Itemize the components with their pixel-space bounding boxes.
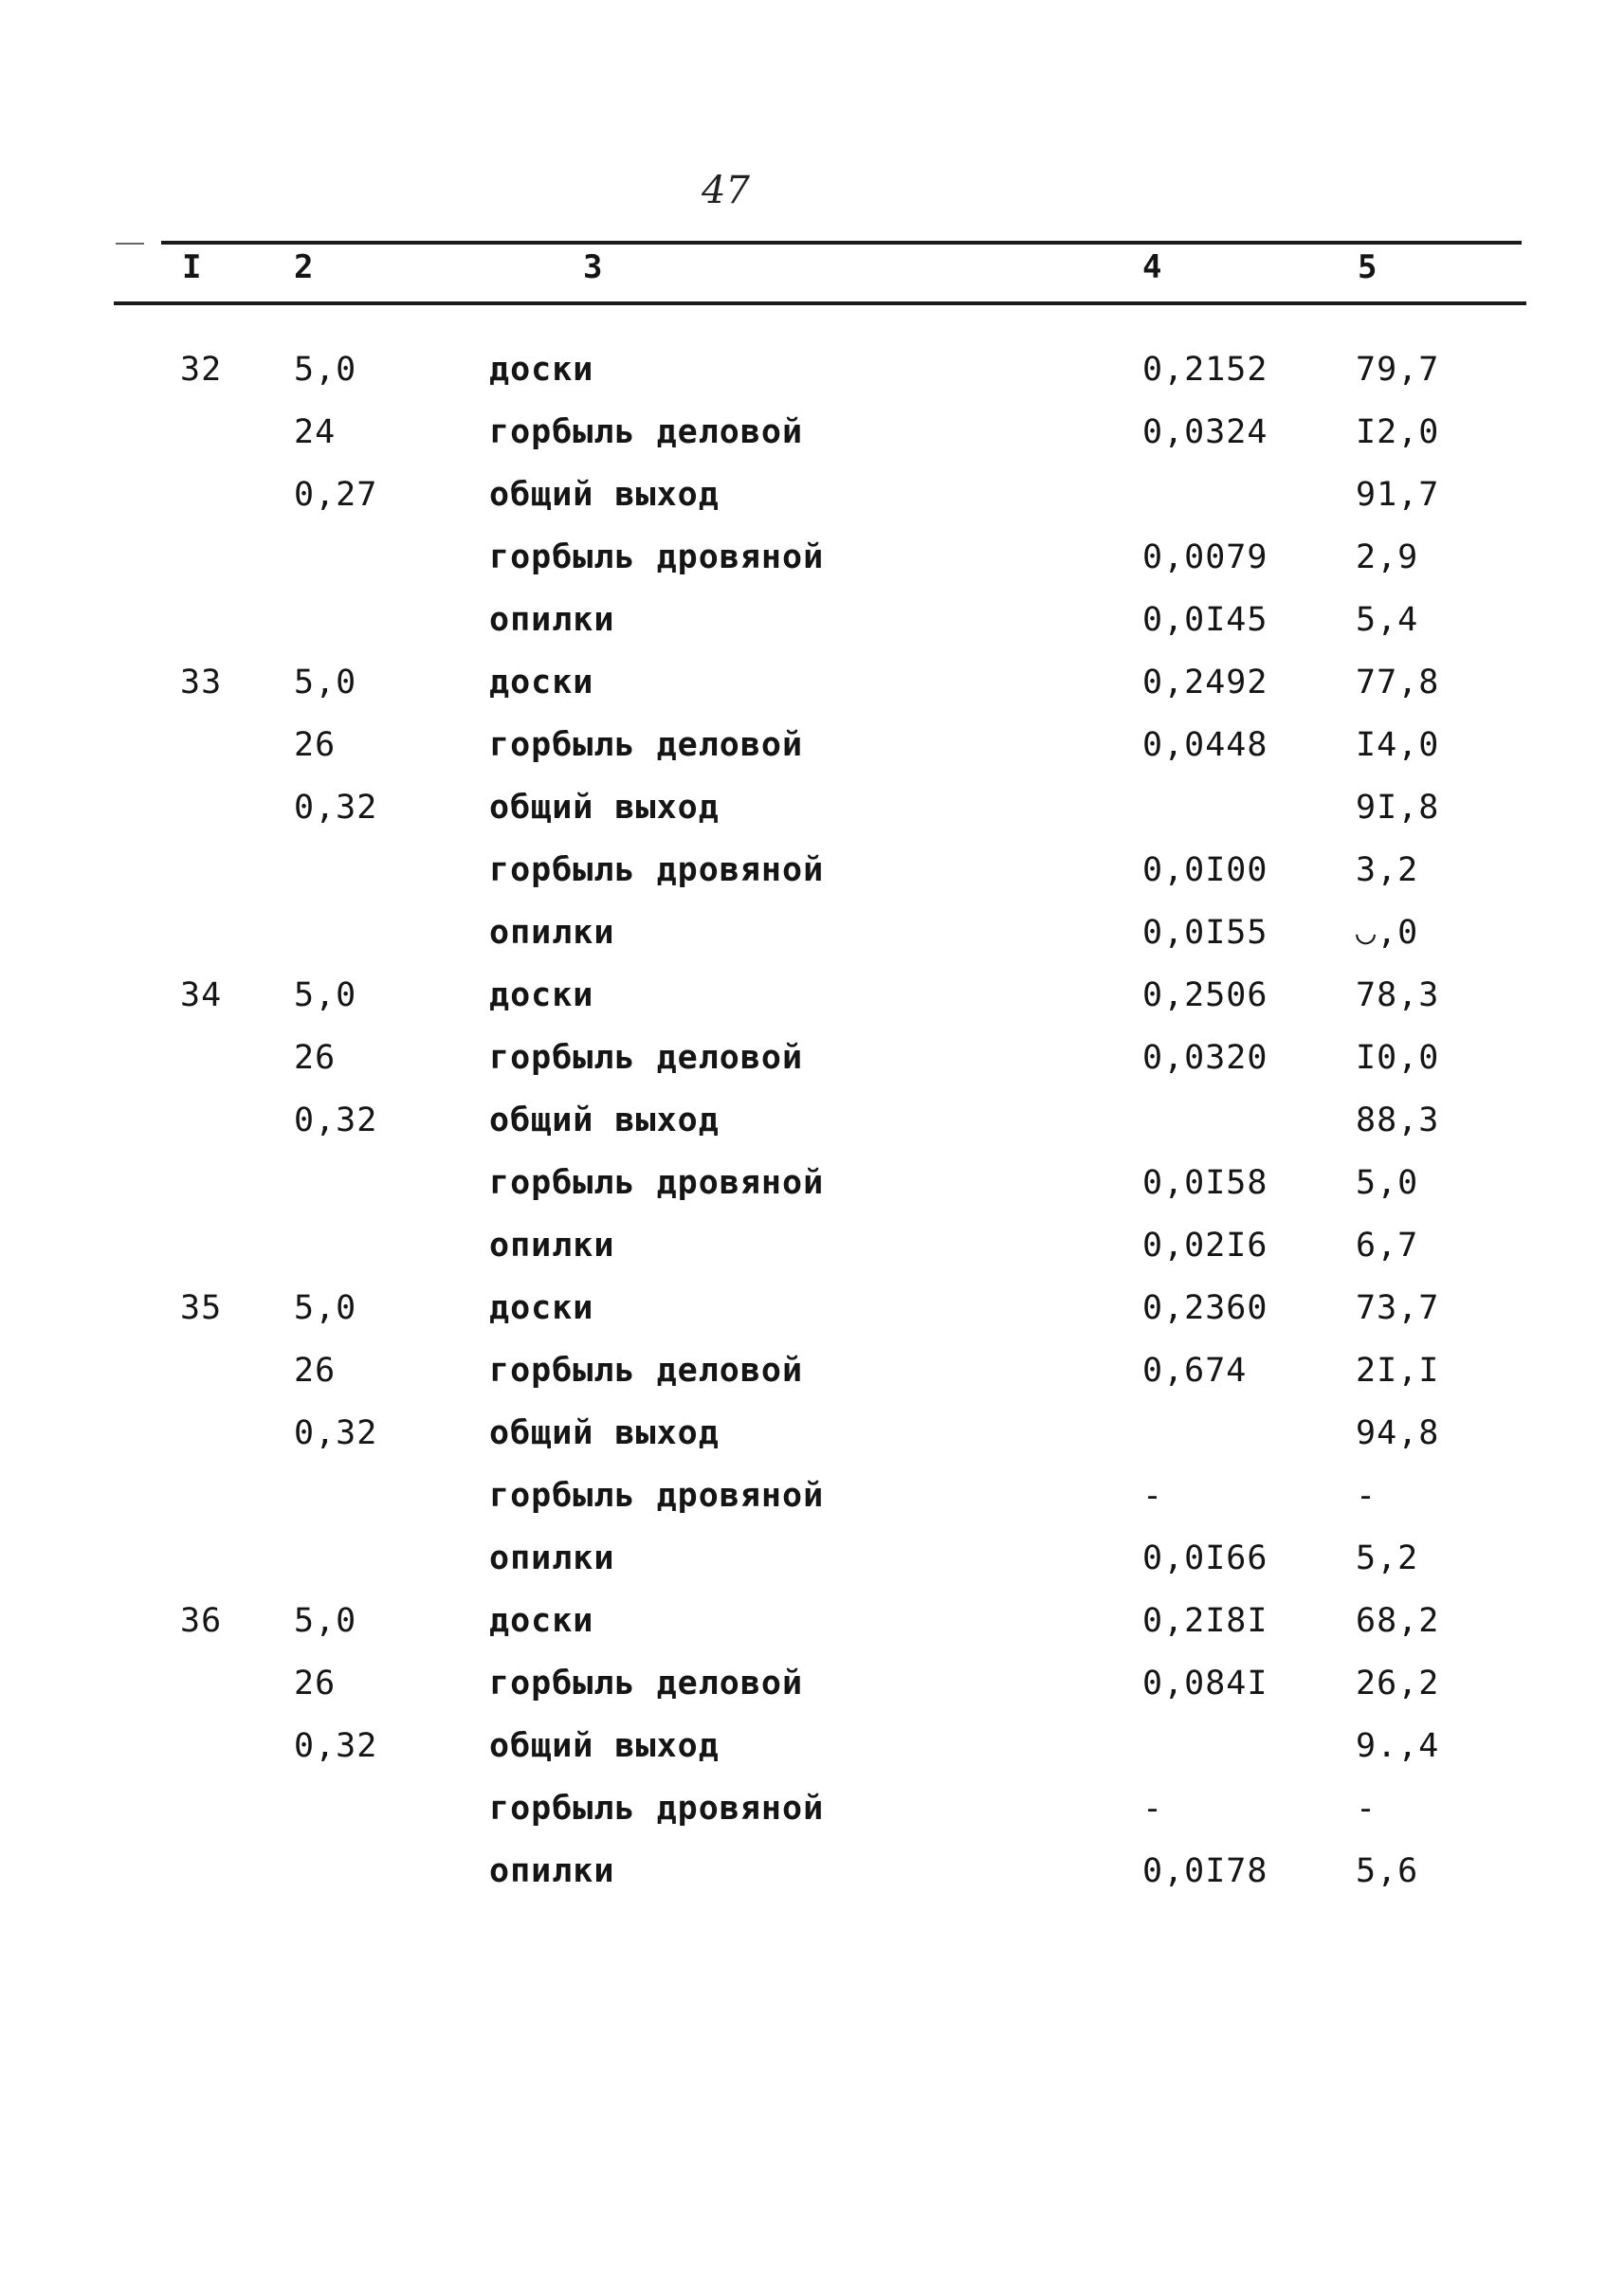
table-row	[0, 1477, 1624, 1539]
table-cell-c3: доски	[489, 976, 594, 1014]
table-row	[0, 1227, 1624, 1289]
table-cell-c3: опилки	[489, 1852, 615, 1890]
table-cell-c3: доски	[489, 351, 594, 389]
table-row	[0, 726, 1624, 789]
table-row	[0, 1101, 1624, 1164]
column-header-5: 5	[1358, 248, 1378, 286]
table-row	[0, 789, 1624, 851]
table-cell-c3: опилки	[489, 1539, 615, 1577]
table-cell-c5: 26,2	[1356, 1665, 1440, 1702]
table-cell-c3: горбыль деловой	[489, 1352, 804, 1390]
table-cell-c4: 0,0I55	[1142, 914, 1268, 952]
table-cell-c4: 0,2506	[1142, 976, 1268, 1014]
table-cell-c5: 88,3	[1356, 1101, 1440, 1139]
table-cell-c3: общий выход	[489, 1414, 720, 1452]
table-cell-c2: 5,0	[294, 1602, 357, 1640]
table-cell-c5: 6,7	[1356, 1227, 1419, 1265]
table-cell-c4: -	[1142, 1477, 1164, 1515]
table-cell-c5: 79,7	[1356, 351, 1440, 389]
table-cell-c5: 68,2	[1356, 1602, 1440, 1640]
table-cell-c4: 0,2360	[1142, 1289, 1268, 1327]
table-cell-c5: 5,6	[1356, 1852, 1419, 1890]
table-body	[0, 351, 1624, 1915]
table-row	[0, 914, 1624, 976]
table-cell-c5: 5,2	[1356, 1539, 1419, 1577]
table-cell-c2: 5,0	[294, 664, 357, 701]
table-cell-c4: 0,084I	[1142, 1665, 1268, 1702]
table-cell-c5: -	[1356, 1790, 1378, 1828]
table-cell-c2: 0,32	[294, 1101, 378, 1139]
table-row	[0, 476, 1624, 538]
table-cell-c4: 0,0I66	[1142, 1539, 1268, 1577]
table-cell-c4: -	[1142, 1790, 1164, 1828]
table-cell-c2: 5,0	[294, 1289, 357, 1327]
column-header-3: 3	[583, 248, 603, 286]
table-cell-c3: горбыль деловой	[489, 1039, 804, 1077]
table-cell-c5: 94,8	[1356, 1414, 1440, 1452]
table-cell-c5: 5,4	[1356, 601, 1419, 639]
table-cell-c3: общий выход	[489, 1727, 720, 1765]
table-cell-c5: I0,0	[1356, 1039, 1440, 1077]
table-cell-c3: общий выход	[489, 1101, 720, 1139]
table-row	[0, 1665, 1624, 1727]
table-cell-c5: 9I,8	[1356, 789, 1440, 827]
table-cell-c5: 2,9	[1356, 538, 1419, 576]
table-cell-c4: 0,2152	[1142, 351, 1268, 389]
table-row	[0, 351, 1624, 413]
table-cell-c2: 0,32	[294, 1414, 378, 1452]
table-row	[0, 851, 1624, 914]
table-cell-c2: 0,32	[294, 789, 378, 827]
table-row	[0, 413, 1624, 476]
table-cell-c4: 0,0I45	[1142, 601, 1268, 639]
table-cell-c3: доски	[489, 664, 594, 701]
table-row	[0, 664, 1624, 726]
table-cell-c2: 5,0	[294, 351, 357, 389]
table-cell-c2: 26	[294, 1039, 337, 1077]
table-cell-c2: 0,32	[294, 1727, 378, 1765]
header-top-rule-stub	[116, 243, 144, 245]
table-cell-c3: горбыль дровяной	[489, 1164, 825, 1202]
table-cell-c3: доски	[489, 1289, 594, 1327]
table-cell-c5: 9.,4	[1356, 1727, 1440, 1765]
column-header-1: I	[182, 248, 202, 286]
table-cell-c5: I4,0	[1356, 726, 1440, 764]
table-cell-c5: 77,8	[1356, 664, 1440, 701]
table-cell-c5: 73,7	[1356, 1289, 1440, 1327]
table-cell-c4: 0,0I00	[1142, 851, 1268, 889]
table-cell-c3: общий выход	[489, 789, 720, 827]
table-row	[0, 1602, 1624, 1665]
table-row	[0, 1852, 1624, 1915]
header-top-rule	[161, 241, 1522, 245]
header-bottom-rule	[114, 301, 1526, 305]
table-cell-c4: 0,0I78	[1142, 1852, 1268, 1890]
table-cell-c3: опилки	[489, 914, 615, 952]
table-cell-c4: 0,0320	[1142, 1039, 1268, 1077]
table-cell-c1: 32	[180, 351, 223, 389]
table-cell-c3: общий выход	[489, 476, 720, 514]
table-cell-c2: 24	[294, 413, 337, 451]
table-cell-c4: 0,0I58	[1142, 1164, 1268, 1202]
table-cell-c5: 3,2	[1356, 851, 1419, 889]
table-row	[0, 538, 1624, 601]
table-cell-c4: 0,02I6	[1142, 1227, 1268, 1265]
table-cell-c2: 5,0	[294, 976, 357, 1014]
table-row	[0, 1790, 1624, 1852]
table-row	[0, 1352, 1624, 1414]
column-header-4: 4	[1142, 248, 1162, 286]
table-cell-c3: горбыль деловой	[489, 413, 804, 451]
table-row	[0, 1039, 1624, 1101]
table-cell-c2: 26	[294, 1665, 337, 1702]
table-cell-c4: 0,0324	[1142, 413, 1268, 451]
table-cell-c3: опилки	[489, 601, 615, 639]
table-cell-c1: 33	[180, 664, 223, 701]
table-cell-c3: горбыль дровяной	[489, 1790, 825, 1828]
table-cell-c3: горбыль деловой	[489, 1665, 804, 1702]
table-cell-c2: 26	[294, 726, 337, 764]
table-cell-c4: 0,0448	[1142, 726, 1268, 764]
table-cell-c2: 0,27	[294, 476, 378, 514]
table-cell-c3: горбыль дровяной	[489, 851, 825, 889]
table-cell-c3: горбыль дровяной	[489, 538, 825, 576]
table-cell-c4: 0,674	[1142, 1352, 1248, 1390]
column-header-2: 2	[294, 248, 314, 286]
table-cell-c5: 91,7	[1356, 476, 1440, 514]
table-cell-c4: 0,0079	[1142, 538, 1268, 576]
table-cell-c1: 36	[180, 1602, 223, 1640]
table-cell-c3: горбыль дровяной	[489, 1477, 825, 1515]
table-row	[0, 1539, 1624, 1602]
table-cell-c5: I2,0	[1356, 413, 1440, 451]
table-cell-c4: 0,2I8I	[1142, 1602, 1268, 1640]
table-cell-c1: 35	[180, 1289, 223, 1327]
table-cell-c5: -	[1356, 1477, 1378, 1515]
table-cell-c3: доски	[489, 1602, 594, 1640]
table-row	[0, 601, 1624, 664]
table-cell-c5: 78,3	[1356, 976, 1440, 1014]
table-row	[0, 1727, 1624, 1790]
table-row	[0, 1414, 1624, 1477]
table-header	[0, 248, 1624, 296]
page-number: 47	[702, 169, 750, 212]
table-cell-c5: ◡,0	[1356, 914, 1419, 952]
table-cell-c5: 5,0	[1356, 1164, 1419, 1202]
table-cell-c4: 0,2492	[1142, 664, 1268, 701]
table-cell-c5: 2I,I	[1356, 1352, 1440, 1390]
table-row	[0, 1289, 1624, 1352]
table-cell-c1: 34	[180, 976, 223, 1014]
table-cell-c3: горбыль деловой	[489, 726, 804, 764]
table-cell-c2: 26	[294, 1352, 337, 1390]
table-row	[0, 1164, 1624, 1227]
table-row	[0, 976, 1624, 1039]
table-cell-c3: опилки	[489, 1227, 615, 1265]
